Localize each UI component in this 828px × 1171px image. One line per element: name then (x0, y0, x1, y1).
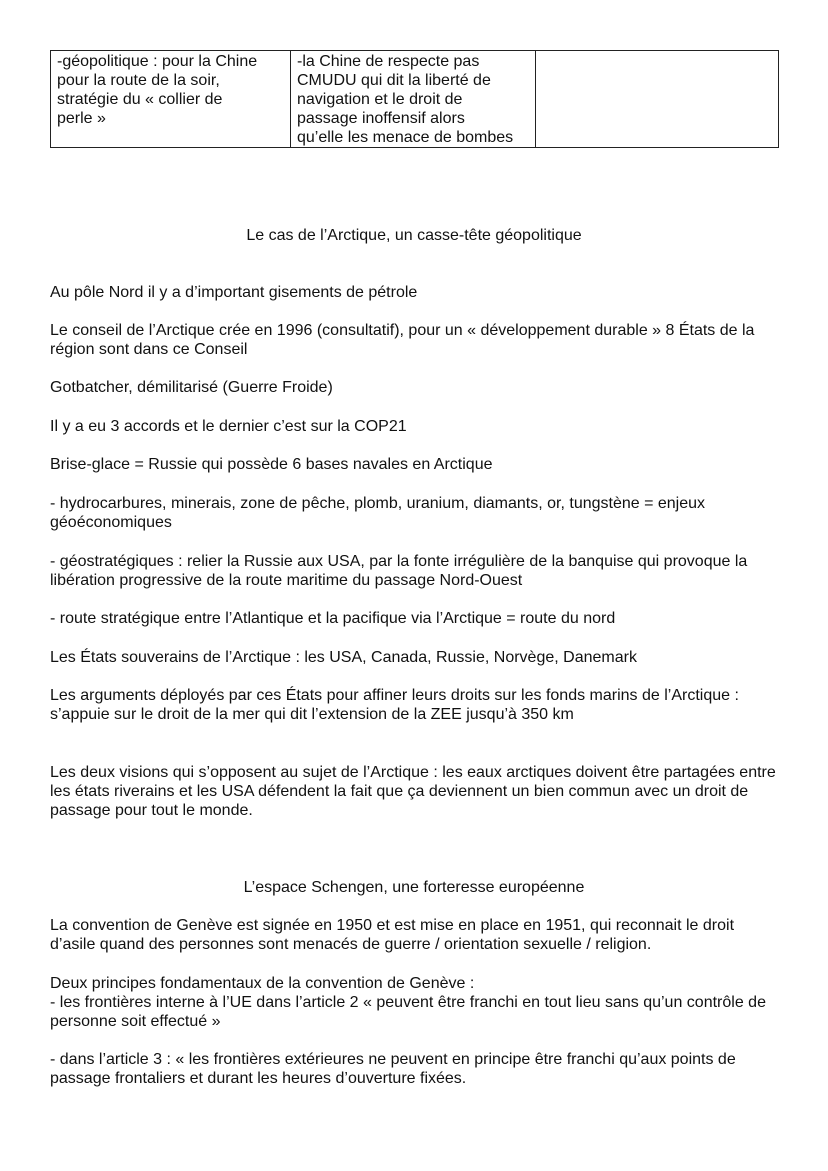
table-row (51, 51, 779, 148)
paragraph: - géostratégiques : relier la Russie aux USA, par la fonte irrégulière de la banquise qui provoque la libération progressive de la route maritime du passage Nord-Ouest (50, 553, 748, 589)
paragraph: Au pôle Nord il y a d’important gisements de pétrole (50, 284, 418, 301)
section-title-schengen: L’espace Schengen, une forteresse européenne (243, 879, 585, 896)
paragraph: Il y a eu 3 accords et le dernier c’est sur la COP21 (50, 418, 407, 435)
paragraph: Le conseil de l’Arctique crée en 1996 (consultatif), pour un « développement durable » 8 États de la région sont dans ce Conseil (50, 322, 755, 358)
paragraph: - les frontières interne à l’UE dans l’article 2 « peuvent être franchi en tout lieu sans qu’un contrôle de personne soit effectué » (50, 994, 766, 1030)
paragraph: Gotbatcher, démilitarisé (Guerre Froide) (50, 379, 333, 396)
paragraph: - hydrocarbures, minerais, zone de pêche, plomb, uranium, diamants, or, tungstène = enjeux géoéconomiques (50, 495, 706, 531)
notes-table (50, 50, 779, 148)
table-cell (291, 51, 536, 148)
paragraph: - route stratégique entre l’Atlantique et la pacifique via l’Arctique = route du nord (50, 610, 616, 627)
section-title-arctic: Le cas de l’Arctique, un casse-tête géopolitique (246, 227, 582, 244)
table-cell (51, 51, 291, 148)
paragraph: Brise-glace = Russie qui possède 6 bases navales en Arctique (50, 456, 493, 473)
paragraph: Les États souverains de l’Arctique : les USA, Canada, Russie, Norvège, Danemark (50, 649, 637, 666)
cell-text: -la Chine de respecte pas CMUDU qui dit la liberté de navigation et le droit de passage inoffensif alors qu’elle les menace de bombes (297, 53, 514, 146)
table-cell (536, 51, 779, 148)
cell-text: -géopolitique : pour la Chine pour la route de la soir, stratégie du « collier de perle » (57, 53, 258, 127)
paragraph: - dans l’article 3 : « les frontières extérieures ne peuvent en principe être franchi qu’aux points de passage frontaliers et durant les heures d’ouverture fixées. (50, 1051, 736, 1087)
paragraph: Les deux visions qui s’opposent au sujet de l’Arctique : les eaux arctiques doivent être partagées entre les états riverains et les USA défendent la fait que ça deviennent un bien commun avec un droit de passage pour tout le monde. (50, 764, 776, 819)
paragraph: Deux principes fondamentaux de la convention de Genève : (50, 975, 475, 992)
paragraph: La convention de Genève est signée en 1950 et est mise en place en 1951, qui reconnait le droit d’asile quand des personnes sont menacés de guerre / orientation sexuelle / religion. (50, 917, 735, 953)
paragraph: Les arguments déployés par ces États pour affiner leurs droits sur les fonds marins de l’Arctique : s’appuie sur le droit de la mer qui dit l’extension de la ZEE jusqu’à 350 km (50, 687, 739, 723)
